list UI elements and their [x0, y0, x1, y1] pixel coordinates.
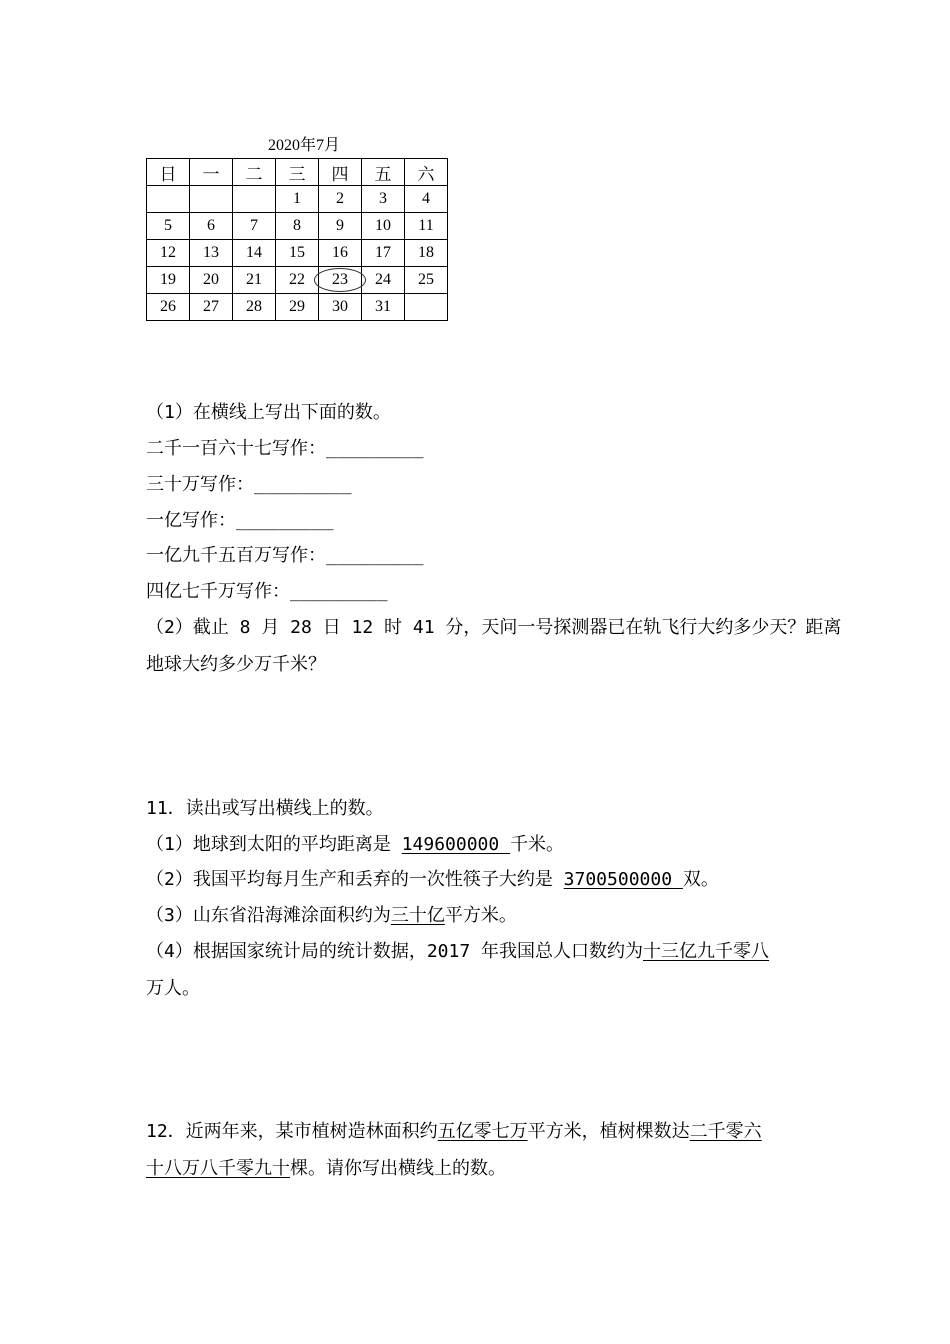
weekday-header: 五: [362, 159, 405, 186]
weekday-header: 日: [147, 159, 190, 186]
underlined-number: 十八万八千零九十: [146, 1158, 290, 1179]
q10-item-label: 一亿写作：: [146, 510, 236, 531]
calendar-day-number: 6: [207, 217, 215, 234]
q10-item-2: [146, 470, 352, 496]
sentence-text: 双。: [682, 869, 719, 890]
calendar-day-number: 2: [336, 190, 344, 207]
q11-title: 11．读出或写出横线上的数。: [146, 798, 384, 819]
calendar-week-row: [147, 294, 448, 321]
calendar-week-row: [147, 240, 448, 267]
q10-item-label: 三十万写作：: [146, 474, 254, 495]
calendar-day-cell: [319, 294, 362, 321]
sentence-text: （4）根据国家统计局的统计数据，2017 年我国总人口数约为: [146, 941, 644, 962]
calendar-week-row: [147, 267, 448, 294]
calendar-day-number: 10: [375, 217, 391, 234]
q10-part2-line1: （2）截止 8 月 28 日 12 时 41 分，天问一号探测器已在轨飞行大约多少天？距离: [146, 617, 842, 638]
weekday-header: 三: [276, 159, 319, 186]
calendar-day-cell: [147, 240, 190, 267]
calendar-day-number: 18: [418, 244, 434, 261]
q10-part1: （1）在横线上写出下面的数。: [146, 402, 391, 423]
calendar-day-cell: [233, 240, 276, 267]
calendar-day-number: 24: [375, 271, 391, 288]
calendar-day-cell: [233, 213, 276, 240]
sentence-text: 万人。: [146, 978, 200, 999]
calendar-day-cell: [362, 186, 405, 213]
sentence-text: 平方米，植树棵数达: [527, 1121, 690, 1142]
calendar-day-cell: [190, 186, 233, 213]
calendar-day-cell: [405, 240, 448, 267]
calendar-day-cell: [405, 186, 448, 213]
calendar-week-row: [147, 186, 448, 213]
calendar-day-number: 12: [160, 244, 176, 261]
q10-part2-line2: 地球大约多少万千米？: [146, 654, 326, 675]
calendar-day-cell: [362, 267, 405, 294]
calendar-day-number: 27: [203, 298, 219, 315]
underlined-number: 五亿零七万: [437, 1121, 528, 1142]
calendar-day-number: 7: [250, 217, 258, 234]
calendar-day-number: 9: [336, 217, 344, 234]
calendar-day-cell: [319, 267, 362, 294]
calendar-day-number: 15: [289, 244, 305, 261]
sentence-text: 千米。: [510, 834, 565, 855]
calendar-day-cell: [362, 294, 405, 321]
calendar-day-cell: [276, 294, 319, 321]
underlined-number: 三十亿: [390, 905, 445, 926]
calendar-day-number: 3: [379, 190, 387, 207]
calendar-week-row: [147, 213, 448, 240]
q10-item-label: 二千一百六十七写作：: [146, 438, 326, 459]
calendar-day-number: 8: [293, 217, 301, 234]
calendar-day-cell: [233, 294, 276, 321]
calendar-day-cell: [362, 213, 405, 240]
calendar-day-cell: [319, 186, 362, 213]
calendar-day-cell: [405, 294, 448, 321]
weekday-header: 六: [405, 159, 448, 186]
calendar-day-cell: [147, 267, 190, 294]
calendar-day-cell: [233, 267, 276, 294]
q11-sentence-1: [146, 830, 564, 856]
calendar-day-number: 31: [375, 298, 391, 315]
q10-item-5: [146, 577, 388, 603]
q10-item-3: [146, 506, 334, 532]
calendar-day-cell: [147, 186, 190, 213]
underlined-number: 二千零六: [689, 1121, 762, 1142]
calendar-day-cell: [190, 213, 233, 240]
q12-line1: [146, 1117, 762, 1143]
sentence-text: （3）山东省沿海滩涂面积约为: [146, 905, 391, 926]
q12-line2: [146, 1154, 506, 1180]
answer-blank[interactable]: _________: [326, 545, 424, 566]
calendar-day-number: 29: [289, 298, 305, 315]
q11-sentence-4-cont: [146, 974, 200, 1000]
calendar-day-cell: [147, 294, 190, 321]
calendar-day-cell: [233, 186, 276, 213]
answer-blank[interactable]: _________: [326, 438, 424, 459]
calendar-day-cell: [276, 240, 319, 267]
calendar-day-cell: [276, 267, 319, 294]
sentence-text: 12．近两年来，某市植树造林面积约: [146, 1121, 438, 1142]
answer-blank[interactable]: _________: [254, 474, 352, 495]
calendar-day-number: 21: [246, 271, 262, 288]
q10-item-4: [146, 541, 424, 567]
q11-sentence-2: [146, 865, 719, 891]
answer-blank[interactable]: _________: [236, 510, 334, 531]
calendar-day-number: 5: [164, 217, 172, 234]
calendar-day-cell: [276, 213, 319, 240]
q11-sentence-3: [146, 901, 517, 927]
underlined-number: 十三亿九千零八: [643, 941, 770, 962]
calendar-day-number: 4: [422, 190, 430, 207]
calendar-day-number: 25: [418, 271, 434, 288]
calendar-day-cell: [319, 240, 362, 267]
calendar-day-number: 14: [246, 244, 262, 261]
calendar-day-cell: [319, 213, 362, 240]
sentence-text: （1）地球到太阳的平均距离是: [146, 834, 402, 855]
calendar-day-number: 11: [418, 217, 434, 234]
calendar-day-number: 1: [293, 190, 301, 207]
weekday-header: 四: [319, 159, 362, 186]
calendar-day-number: 26: [160, 298, 176, 315]
sentence-text: 棵。请你写出横线上的数。: [290, 1158, 506, 1179]
calendar-table: [146, 158, 448, 321]
calendar-day-number: 13: [203, 244, 219, 261]
calendar-day-number: 19: [160, 271, 176, 288]
sentence-text: （2）我国平均每月生产和丢弃的一次性筷子大约是: [146, 869, 564, 890]
calendar-day-number: 23: [332, 271, 348, 288]
answer-blank[interactable]: _________: [290, 581, 388, 602]
calendar-title: 2020年7月: [268, 137, 341, 154]
q11-sentence-4: [146, 937, 769, 963]
calendar-day-number: 22: [289, 271, 305, 288]
q10-item-1: [146, 434, 424, 460]
weekday-header: 一: [190, 159, 233, 186]
calendar-day-cell: [405, 267, 448, 294]
weekday-header: 二: [233, 159, 276, 186]
calendar-day-number: 17: [375, 244, 391, 261]
sentence-text: 平方米。: [444, 905, 517, 926]
calendar-day-number: 28: [246, 298, 262, 315]
calendar-day-cell: [362, 240, 405, 267]
calendar-day-number: 20: [203, 271, 219, 288]
calendar-day-cell: [405, 213, 448, 240]
underlined-number: 3700500000: [563, 869, 683, 890]
calendar-day-number: 16: [332, 244, 348, 261]
q10-item-label: 一亿九千五百万写作：: [146, 545, 326, 566]
calendar-day-cell: [276, 186, 319, 213]
calendar-day-number: 30: [332, 298, 348, 315]
q10-item-label: 四亿七千万写作：: [146, 581, 290, 602]
calendar-day-cell: [190, 240, 233, 267]
calendar-day-cell: [147, 213, 190, 240]
circled-date-mark: [314, 268, 366, 292]
underlined-number: 149600000: [401, 834, 511, 855]
calendar-day-cell: [190, 267, 233, 294]
calendar-day-cell: [190, 294, 233, 321]
